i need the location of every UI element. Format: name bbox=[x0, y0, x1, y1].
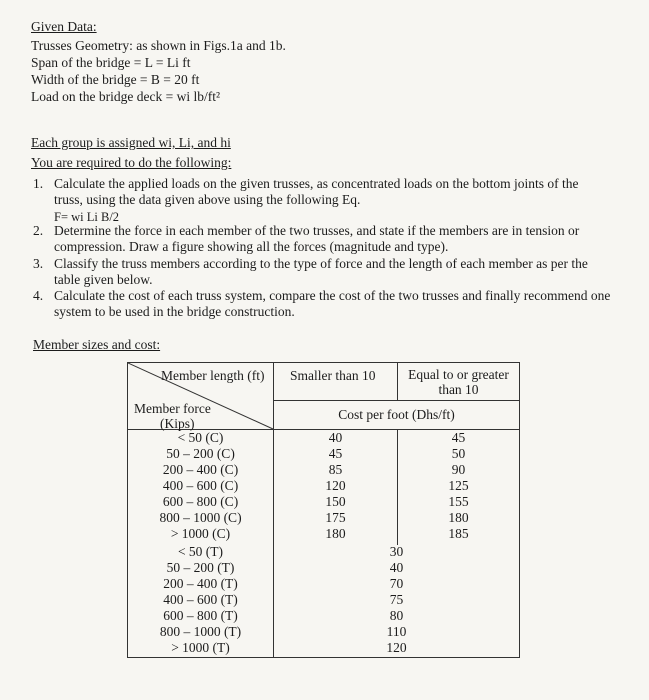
col-greater-header-2: than 10 bbox=[438, 382, 479, 397]
task-text: Calculate the cost of each truss system, compare the cost of the two trusses and finally recommend one system to be used in the bridge construction. bbox=[54, 288, 611, 319]
cost-cell: 75 bbox=[389, 592, 404, 607]
cost-large-cell: 185 bbox=[448, 526, 469, 541]
header-divider bbox=[273, 400, 519, 401]
col-greater-header-1: Equal to or greater bbox=[408, 367, 509, 382]
force-range-cell: 50 – 200 (T) bbox=[166, 560, 235, 575]
force-range-cell: 50 – 200 (C) bbox=[166, 446, 235, 461]
cost-small-cell: 175 bbox=[325, 510, 346, 525]
member-length-label: Member length (ft) bbox=[161, 368, 265, 383]
cost-small-cell: 180 bbox=[325, 526, 346, 541]
cost-small-cell: 150 bbox=[325, 494, 346, 509]
task-item-4 bbox=[33, 288, 611, 322]
load-line: Load on the bridge deck = wi lb/ft² bbox=[31, 89, 220, 104]
cost-large-cell: 125 bbox=[448, 478, 469, 493]
member-cost-table bbox=[127, 362, 520, 658]
group-assignment-line: Each group is assigned wi, Li, and hi bbox=[31, 135, 231, 150]
cost-large-cell: 90 bbox=[451, 462, 466, 477]
span-line: Span of the bridge = L = Li ft bbox=[31, 55, 191, 70]
col-smaller-header: Smaller than 10 bbox=[290, 368, 376, 383]
cost-small-cell: 40 bbox=[328, 430, 343, 445]
cost-large-cell: 45 bbox=[451, 430, 466, 445]
load-equation: F= wi Li B/2 bbox=[54, 210, 120, 224]
cost-small-cell: 120 bbox=[325, 478, 346, 493]
cost-large-cell: 50 bbox=[451, 446, 466, 461]
required-heading: You are required to do the following: bbox=[31, 155, 232, 170]
task-item-2 bbox=[33, 223, 603, 257]
cost-per-foot-header: Cost per foot (Dhs/ft) bbox=[338, 407, 455, 422]
kips-label: (Kips) bbox=[160, 416, 195, 431]
geometry-line: Trusses Geometry: as shown in Figs.1a and 1b. bbox=[31, 38, 286, 53]
force-range-cell: 200 – 400 (C) bbox=[162, 462, 239, 477]
cost-cell: 40 bbox=[389, 560, 404, 575]
cost-large-cell: 155 bbox=[448, 494, 469, 509]
force-range-cell: < 50 (C) bbox=[177, 430, 224, 445]
cost-small-cell: 85 bbox=[328, 462, 343, 477]
task-item-3 bbox=[33, 256, 603, 290]
cost-large-cell: 180 bbox=[448, 510, 469, 525]
task-text: Determine the force in each member of the two trusses, and state if the members are in tension or compression. Draw a figure showing all the forces (magnitude and type). bbox=[54, 223, 580, 254]
force-range-cell: 200 – 400 (T) bbox=[163, 576, 238, 591]
cost-cell: 120 bbox=[386, 640, 407, 655]
force-range-cell: > 1000 (T) bbox=[171, 640, 230, 655]
cost-cell: 70 bbox=[389, 576, 404, 591]
force-range-cell: 400 – 600 (T) bbox=[163, 592, 238, 607]
force-range-cell: 800 – 1000 (C) bbox=[159, 510, 242, 525]
task-number: 2. bbox=[33, 223, 44, 238]
width-line: Width of the bridge = B = 20 ft bbox=[31, 72, 200, 87]
force-range-cell: 400 – 600 (C) bbox=[162, 478, 239, 493]
cost-small-cell: 45 bbox=[328, 446, 343, 461]
force-range-cell: 800 – 1000 (T) bbox=[159, 624, 242, 639]
force-range-cell: 600 – 800 (C) bbox=[162, 494, 239, 509]
given-data-heading: Given Data: bbox=[31, 19, 97, 34]
task-text: Calculate the applied loads on the given trusses, as concentrated loads on the bottom joints of the truss, using the data given above using the following Eq. bbox=[54, 176, 579, 207]
cost-cell: 110 bbox=[386, 624, 407, 639]
member-sizes-heading: Member sizes and cost: bbox=[33, 337, 161, 352]
member-force-label: Member force bbox=[134, 401, 211, 416]
force-range-cell: 600 – 800 (T) bbox=[163, 608, 238, 623]
task-text: Classify the truss members according to the type of force and the length of each member as per the table given below. bbox=[54, 256, 588, 287]
force-range-cell: < 50 (T) bbox=[177, 544, 224, 559]
cost-cell: 80 bbox=[389, 608, 404, 623]
task-number: 1. bbox=[33, 176, 44, 191]
task-number: 3. bbox=[33, 256, 44, 271]
task-number: 4. bbox=[33, 288, 44, 303]
force-range-cell: > 1000 (C) bbox=[170, 526, 231, 541]
cost-cell: 30 bbox=[389, 544, 404, 559]
